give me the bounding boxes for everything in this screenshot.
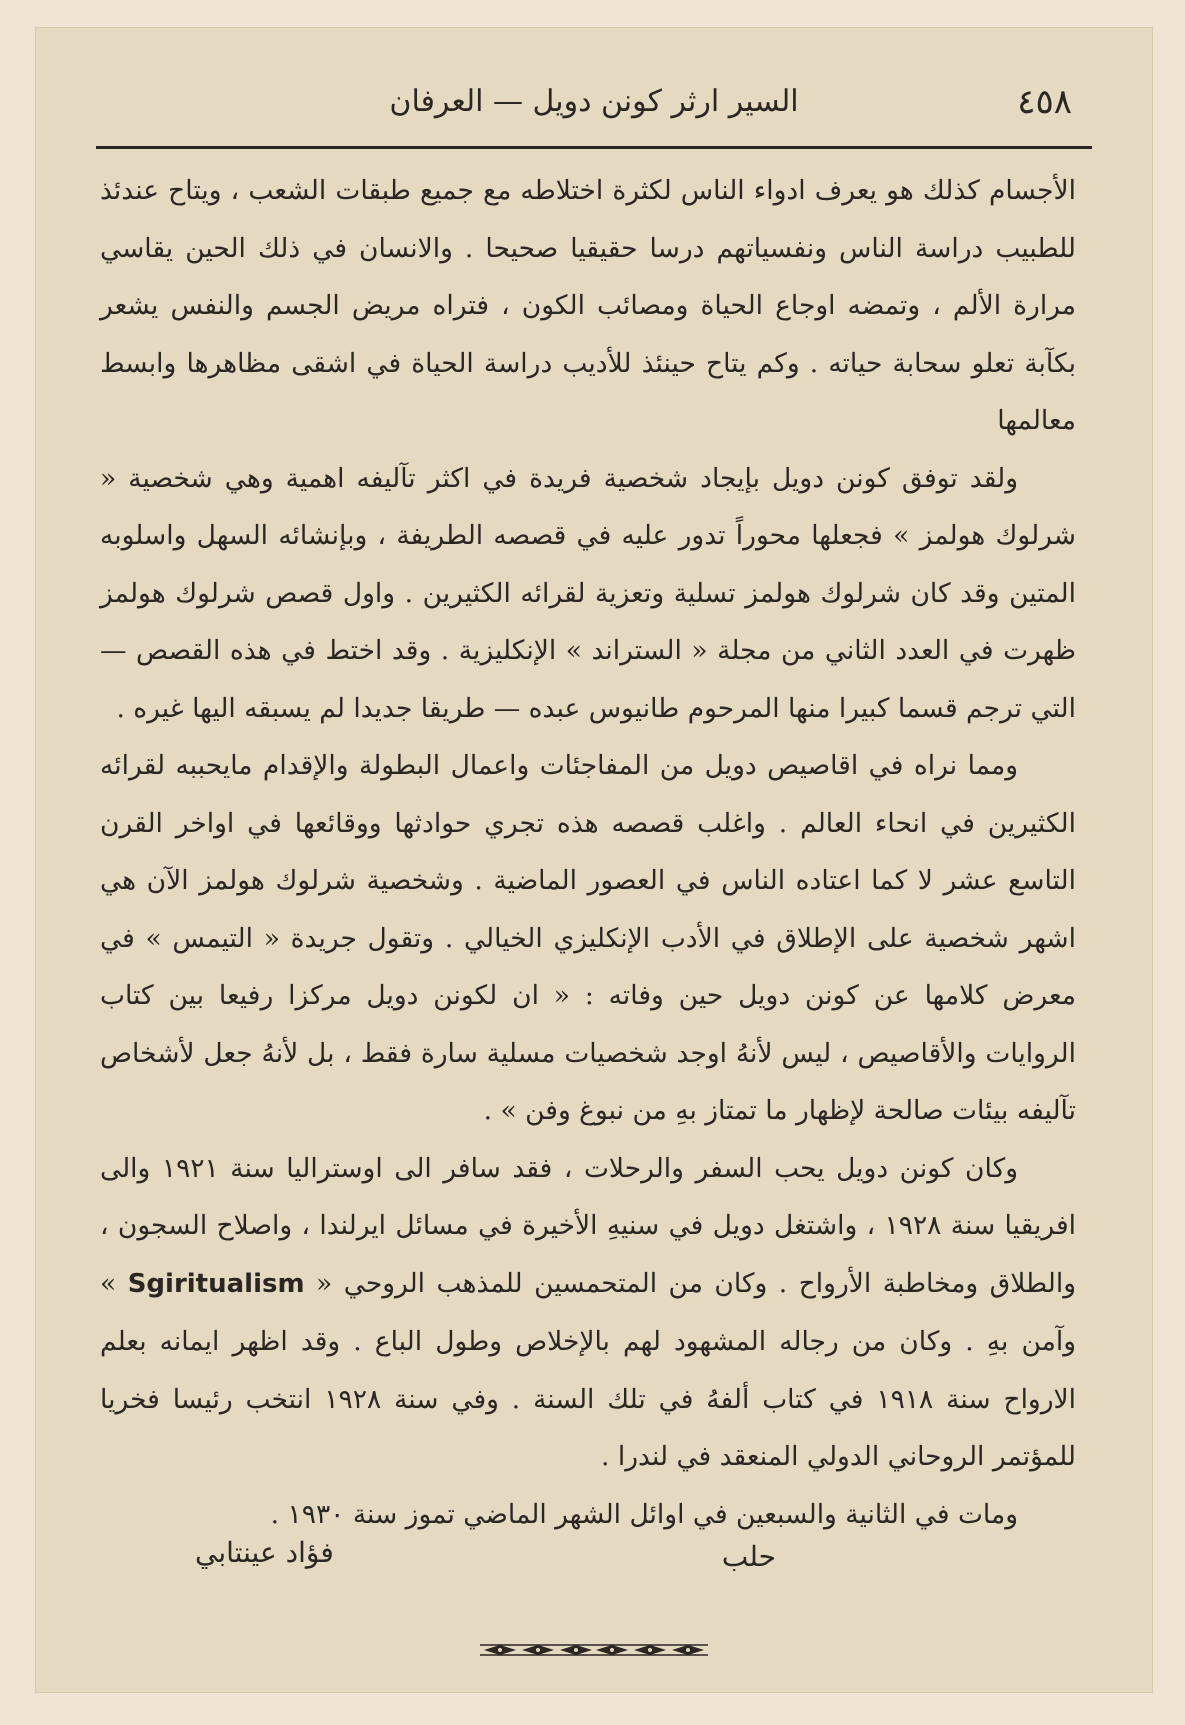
ornament-graphic [478, 1641, 710, 1659]
paragraph-4 [100, 1140, 1076, 1486]
paragraph-4-part-2: » وآمن بهِ . وكان من رجاله المشهود لهم بالإخلاص وطول الباع . وقد اظهر ايمانه بعلم الارواح سنة ١٩١٨ في كتاب ألفهُ في تلك السنة . وفي سنة ١٩٢٨ انتخب رئيسا فخريا للمؤتمر الروحاني الدولي المنعقد في لندرا . [100, 1267, 1077, 1472]
signature-row [100, 1536, 1076, 1600]
signature-author: فؤاد عينتابي [195, 1536, 334, 1569]
page-header [96, 76, 1092, 140]
end-ornament [36, 1638, 1152, 1662]
latin-term: Sgiritualism [127, 1268, 305, 1299]
page-number: ٤٥٨ [1017, 82, 1072, 122]
paragraph-1: الأجسام كذلك هو يعرف ادواء الناس لكثرة اختلاطه مع جميع طبقات الشعب ، ويتاح عندئذ للطبيب دراسة الناس ونفسياتهم درسا حقيقيا صحيحا . والانسان في ذلك الحين يقاسي مرارة الألم ، وتمضه اوجاع الحياة ومصائب الكون ، فتراه مريض الجسم والنفس يشعر بكآبة تعلو سحابة حياته . وكم يتاح حينئذ للأديب دراسة الحياة في اشقى مظاهرها وابسط معالمها [100, 175, 1076, 436]
running-title: السير ارثر كونن دويل — العرفان [389, 84, 799, 119]
signature-place: حلب [721, 1540, 776, 1573]
paragraph-2: ولقد توفق كونن دويل بإيجاد شخصية فريدة في اكثر تآليفه اهمية وهي شخصية « شرلوك هولمز » فجعلها محوراً تدور عليه في قصصه الطريفة ، وبإنشائه السهل واسلوبه المتين وقد كان شرلوك هولمز تسلية وتعزية لقرائه الكثيرين . واول قصص شرلوك هولمز ظهرت في العدد الثاني من مجلة « الستراند » الإنكليزية . وقد اختط في هذه القصص — التي ترجم قسما كبيرا منها المرحوم طانيوس عبده — طريقا جديدا لم يسبقه اليها غيره . [100, 462, 1076, 724]
paragraph-4-part-1: وكان كونن دويل يحب السفر والرحلات ، فقد سافر الى اوستراليا سنة ١٩٢١ والى افريقيا سنة ١٩٢٨ ، واشتغل دويل في سنيهِ الأخيرة في مسائل ايرلندا ، واصلاح السجون ، والطلاق ومخاطبة الأرواح . وكان من المتحمسين للمذهب الروحي « [100, 1152, 1076, 1299]
header-rule [96, 146, 1092, 149]
scanned-page [36, 28, 1152, 1692]
article-body [100, 162, 1076, 1543]
paragraph-3: ومما نراه في اقاصيص دويل من المفاجئات واعمال البطولة والإقدام مايحببه لقرائه الكثيرين في انحاء العالم . واغلب قصصه هذه تجري حوادثها ووقائعها في اواخر القرن التاسع عشر لا كما اعتاده الناس في العصور الماضية . وشخصية شرلوك هولمز الآن هي اشهر شخصية على الإطلاق في الأدب الإنكليزي الخيالي . وتقول جريدة « التيمس » في معرض كلامها عن كونن دويل حين وفاته : « ان لكونن دويل مركزا رفيعا بين كتاب الروايات والأقاصيص ، ليس لأنهُ اوجد شخصيات مسلية سارة فقط ، بل لأنهُ جعل لأشخاص تآليفه بيئات صالحة لإظهار ما تمتاز بهِ من نبوغ وفن » . [100, 750, 1076, 1126]
paragraph-5: ومات في الثانية والسبعين في اوائل الشهر الماضي تموز سنة ١٩٣٠ . [270, 1498, 1018, 1530]
